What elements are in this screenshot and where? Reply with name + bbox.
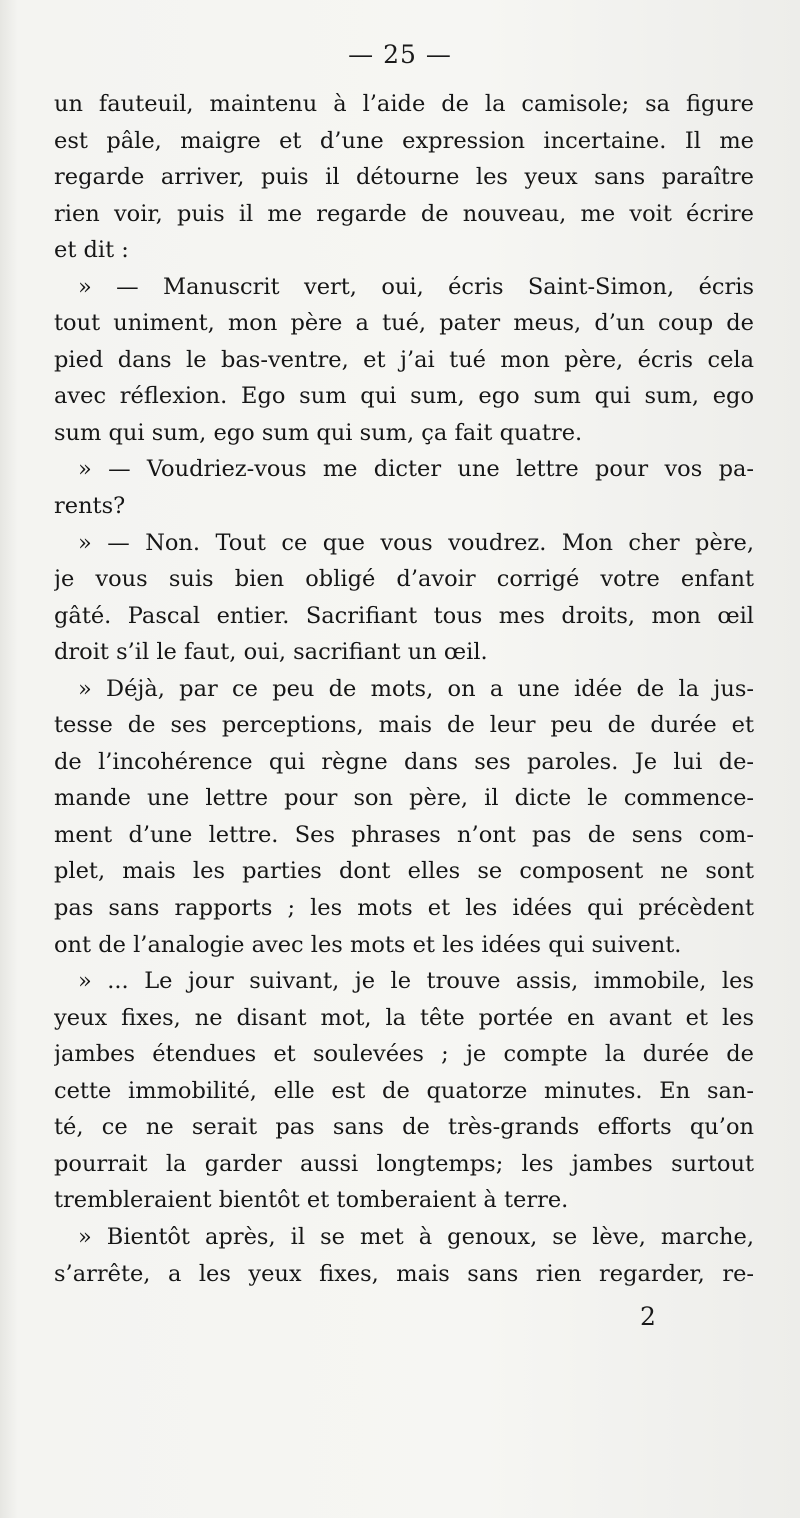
signature-mark: 2 — [640, 1302, 656, 1331]
text-line: trembleraient bientôt et tomberaient à terre. — [54, 1187, 569, 1214]
text-line: té, ce ne serait pas sans de très-grands efforts qu’on — [54, 1114, 754, 1141]
text-line: cette immobilité, elle est de quatorze minutes. En san- — [54, 1077, 754, 1104]
text-line: rien voir, puis il me regarde de nouveau, me voit écrire — [54, 200, 754, 227]
text-line: s’arrête, a les yeux fixes, mais sans rien regarder, re- — [54, 1260, 754, 1287]
text-line: pied dans le bas-ventre, et j’ai tué mon père, écris cela — [54, 346, 754, 373]
text-line: » Déjà, par ce peu de mots, on a une idée de la jus- — [78, 675, 754, 702]
text-line: gâté. Pascal entier. Sacrifiant tous mes droits, mon œil — [54, 602, 754, 629]
body-text — [54, 86, 754, 1292]
text-line: un fauteuil, maintenu à l’aide de la camisole; sa figure — [54, 91, 754, 117]
text-line: pas sans rapports ; les mots et les idées qui précèdent — [54, 895, 754, 922]
text-line: regarde arriver, puis il détourne les yeux sans paraître — [54, 164, 754, 191]
text-line: et dit : — [54, 237, 129, 264]
text-line: mande une lettre pour son père, il dicte le commence- — [54, 785, 754, 812]
text-line: » Bientôt après, il se met à genoux, se lève, marche, — [78, 1223, 754, 1250]
page-number: — 25 — — [348, 40, 452, 69]
text-line: est pâle, maigre et d’une expression incertaine. Il me — [54, 127, 754, 154]
text-line: yeux fixes, ne disant mot, la tête portée en avant et les — [54, 1004, 754, 1031]
text-line: » — Manuscrit vert, oui, écris Saint-Simon, écris — [78, 273, 754, 300]
text-line: » — Voudriez-vous me dicter une lettre pour vos pa- — [78, 456, 754, 483]
text-line: tout uniment, mon père a tué, pater meus, d’un coup de — [54, 310, 754, 337]
text-line: plet, mais les parties dont elles se composent ne sont — [54, 858, 754, 885]
text-line: » ... Le jour suivant, je le trouve assis, immobile, les — [78, 968, 754, 995]
text-line: je vous suis bien obligé d’avoir corrigé votre enfant — [54, 566, 754, 593]
text-line: de l’incohérence qui règne dans ses paroles. Je lui de- — [54, 748, 754, 775]
text-line: » — Non. Tout ce que vous voudrez. Mon cher père, — [78, 529, 754, 556]
text-line: jambes étendues et soulevées ; je compte la durée de — [54, 1041, 754, 1068]
text-line: ment d’une lettre. Ses phrases n’ont pas de sens com- — [54, 821, 754, 848]
text-line: droit s’il le faut, oui, sacrifiant un œil. — [54, 639, 488, 666]
text-line: avec réflexion. Ego sum qui sum, ego sum qui sum, ego — [54, 383, 754, 410]
text-line: pourrait la garder aussi longtemps; les jambes surtout — [54, 1150, 754, 1177]
text-line: sum qui sum, ego sum qui sum, ça fait quatre. — [54, 419, 583, 446]
text-line: tesse de ses perceptions, mais de leur peu de durée et — [54, 712, 754, 739]
text-line: ont de l’analogie avec les mots et les idées qui suivent. — [54, 931, 682, 958]
text-line: rents? — [54, 493, 126, 520]
